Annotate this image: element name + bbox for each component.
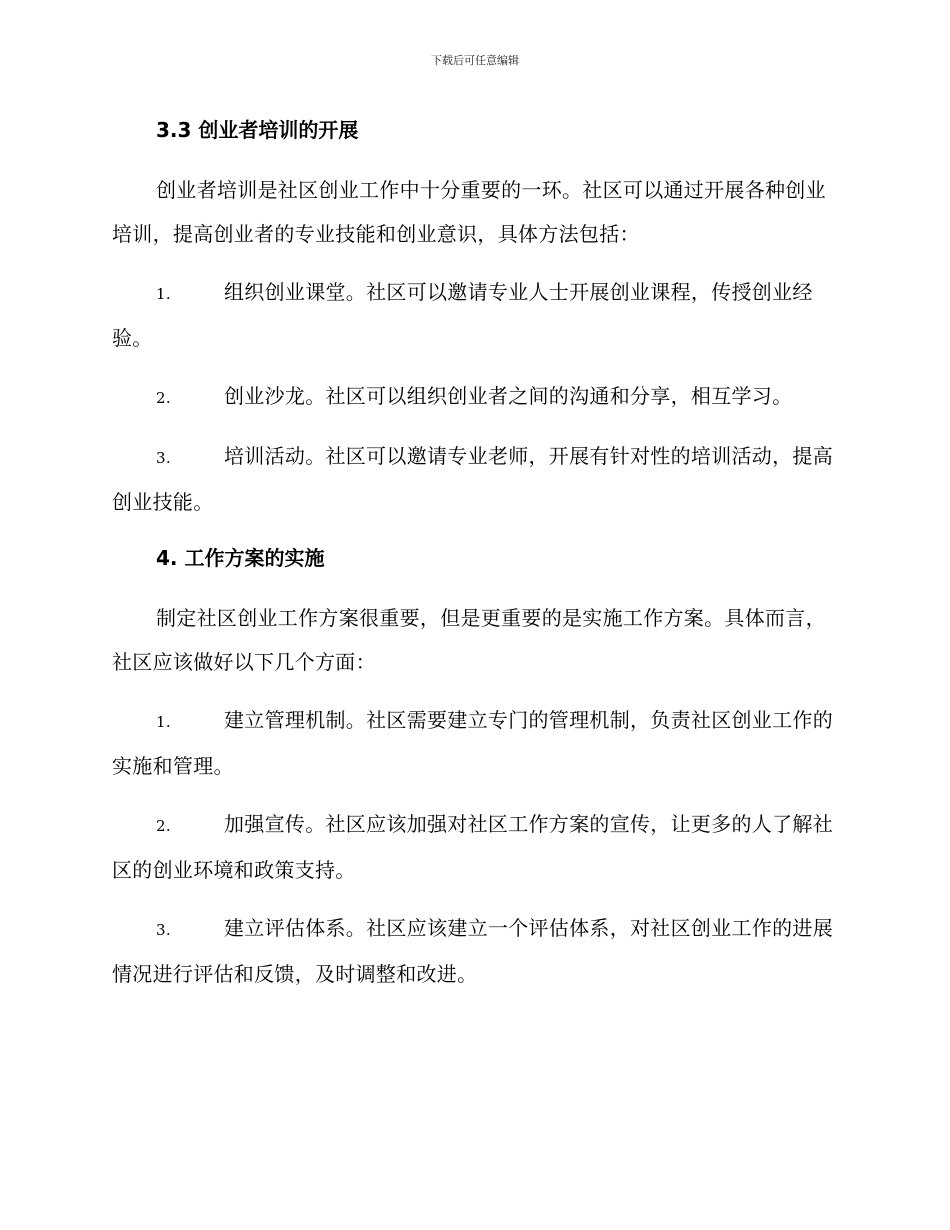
list-item [112, 434, 834, 524]
list-item-text: 创业沙龙。社区可以组织创业者之间的沟通和分享，相互学习。 [224, 384, 793, 408]
document-body [112, 110, 834, 1010]
list-item-number: 3. [156, 921, 171, 939]
list-item-number: 2. [156, 817, 171, 835]
list-item [112, 802, 834, 892]
list-item-number: 3. [156, 449, 171, 467]
section-heading-3-3: 3.3 创业者培训的开展 [156, 118, 359, 142]
list-item [112, 698, 834, 788]
list-item-number: 1. [156, 713, 171, 731]
list-item-text: 加强宣传。社区应该加强对社区工作方案的宣传，让更多的人了解社区的创业环境和政策支持。 [112, 812, 833, 882]
list-item-text: 建立管理机制。社区需要建立专门的管理机制，负责社区创业工作的实施和管理。 [112, 708, 833, 778]
list-item-text: 建立评估体系。社区应该建立一个评估体系，对社区创业工作的进展情况进行评估和反馈，及时调整和改进。 [112, 916, 833, 986]
section-intro-paragraph: 制定社区创业工作方案很重要，但是更重要的是实施工作方案。具体而言，社区应该做好以下几个方面： [112, 606, 826, 674]
list-item [112, 270, 834, 360]
list-item [112, 374, 834, 420]
page-header-note: 下载后可任意编辑 [431, 54, 519, 67]
list-item-number: 1. [156, 285, 171, 303]
section-heading-4: 4. 工作方案的实施 [156, 546, 325, 570]
list-item-text: 培训活动。社区可以邀请专业老师，开展有针对性的培训活动，提高创业技能。 [112, 444, 833, 514]
section-intro-paragraph: 创业者培训是社区创业工作中十分重要的一环。社区可以通过开展各种创业培训，提高创业者的专业技能和创业意识，具体方法包括： [112, 178, 826, 246]
list-item-number: 2. [156, 389, 171, 407]
list-item [112, 906, 834, 996]
list-item-text: 组织创业课堂。社区可以邀请专业人士开展创业课程，传授创业经验。 [112, 280, 813, 350]
